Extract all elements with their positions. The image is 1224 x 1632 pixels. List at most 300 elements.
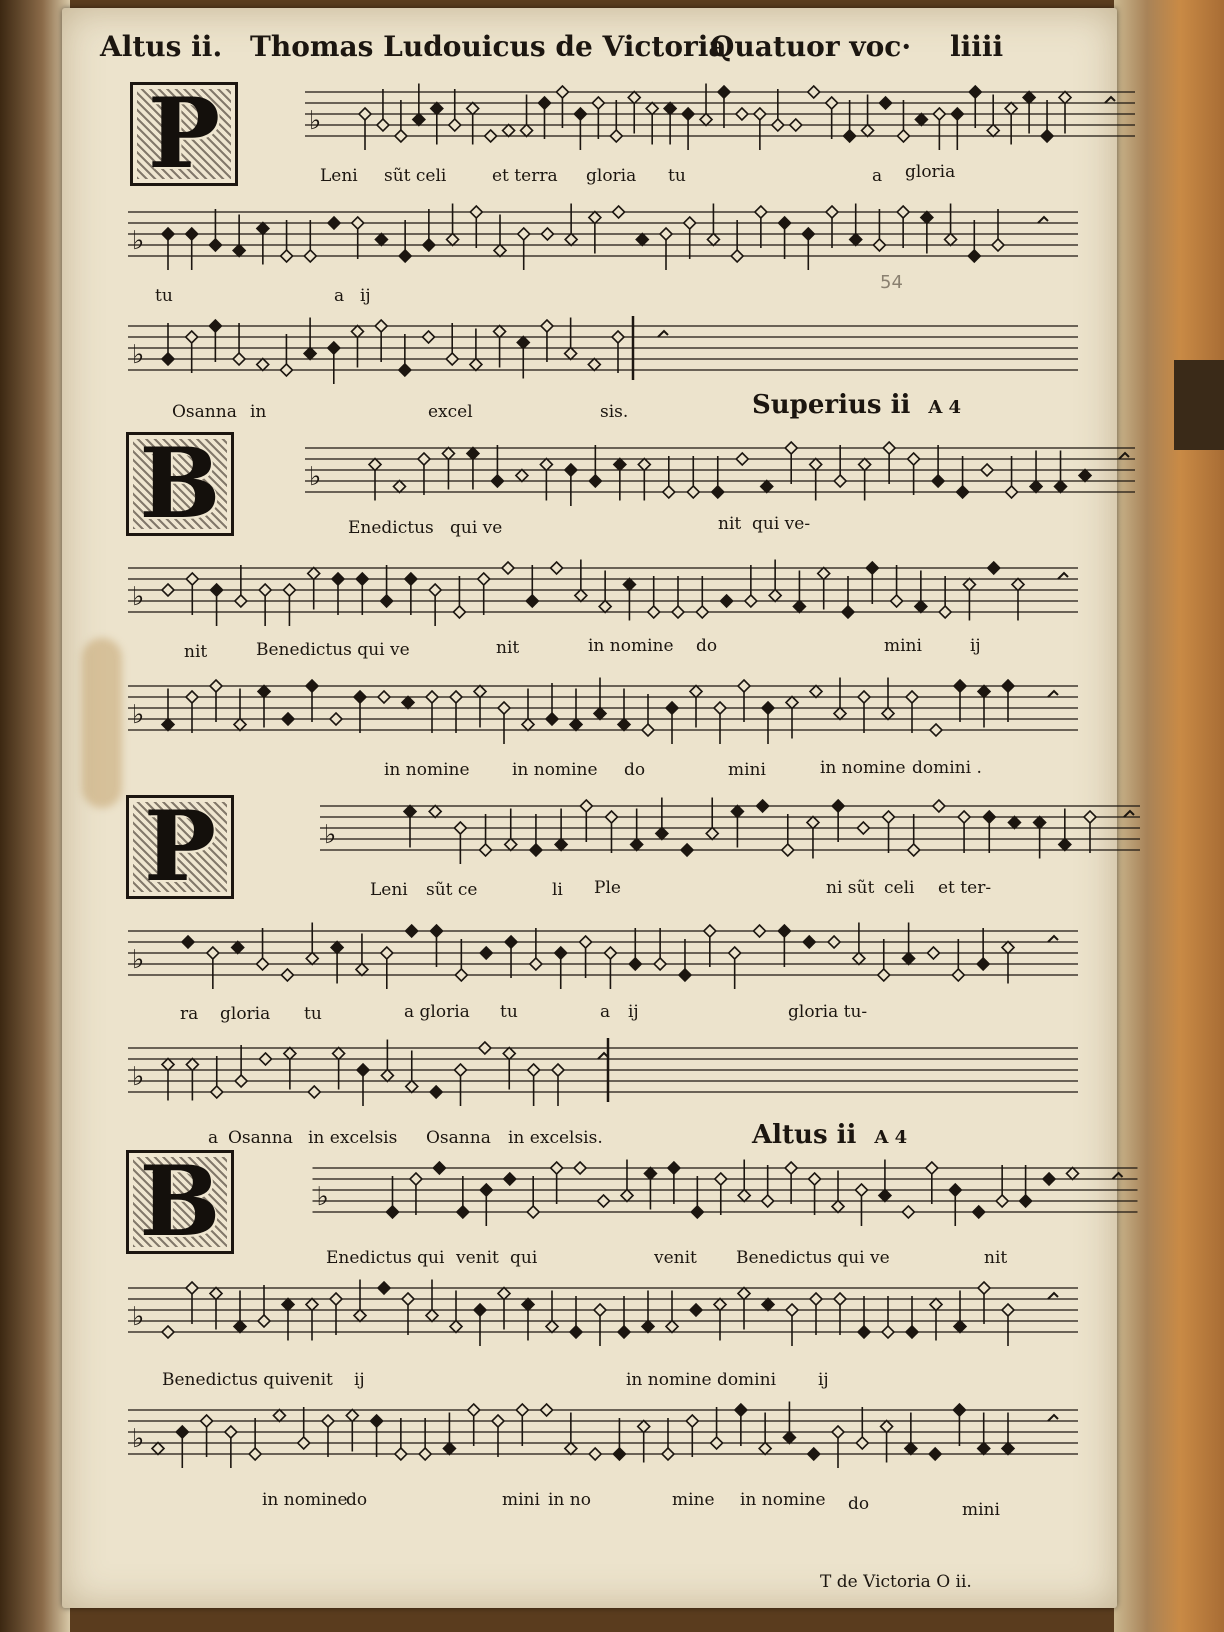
note-head [589,475,601,487]
note-head [186,573,198,585]
note-head [769,590,781,602]
note-head [714,1299,726,1311]
note-head [1059,92,1071,104]
note-head [283,584,295,596]
note-head [951,108,963,120]
note-head [328,217,340,229]
note-head [802,228,814,240]
clef-icon: ♭ [132,1062,145,1092]
note-head [517,337,529,349]
note-head [346,1410,358,1422]
note-head [518,228,530,240]
note-head [842,606,854,618]
shelf-shadow [1174,360,1224,450]
note-head [522,719,534,731]
note-head [210,680,222,692]
note-head [356,573,368,585]
note-head [810,1293,822,1305]
lyric: venit [290,1370,333,1390]
note-head [479,1042,491,1054]
note-head [570,719,582,731]
note-head [1002,1443,1014,1455]
note-head [604,947,616,959]
note-head [644,1168,656,1180]
note-head [186,331,198,343]
clef-icon: ♭ [132,700,145,730]
note-head [502,562,514,574]
note-head [857,822,869,834]
note-head [1043,1173,1055,1185]
note-head [810,686,822,698]
staff-6 [128,680,1078,744]
lyric: a [334,286,345,306]
note-head [844,130,856,142]
note-head [809,1173,821,1185]
note-head [612,331,624,343]
staff-8 [128,925,1078,989]
clef-icon: ♭ [132,340,145,370]
lyric: in nomine [820,758,906,778]
note-head [762,702,774,714]
note-head [785,442,797,454]
note-head [433,1162,445,1174]
note-head [996,1195,1008,1207]
note-head [354,691,366,703]
note-head [808,1448,820,1460]
note-head [714,702,726,714]
custos-mark [1124,811,1134,817]
note-head [826,206,838,218]
lyric: Leni [370,880,408,900]
staff-3 [128,320,1078,384]
note-head [666,702,678,714]
lyric: gloria [220,1004,271,1024]
note-head [357,1064,369,1076]
note-head [369,459,381,471]
note-head [419,1448,431,1460]
note-head [613,206,625,218]
note-head [785,1162,797,1174]
note-head [594,708,606,720]
note-head [762,1195,774,1207]
note-head [883,442,895,454]
lyric: a [600,1002,611,1022]
note-head [450,691,462,703]
note-head [505,936,517,948]
note-head [832,1426,844,1438]
note-head [736,453,748,465]
note-head [978,1282,990,1294]
note-head [807,817,819,829]
lyric: in nomine [740,1490,826,1510]
note-head [1023,92,1035,104]
note-head [906,1326,918,1338]
note-head [691,1206,703,1218]
lyric: tu [304,1004,322,1024]
note-head [690,686,702,698]
note-head [429,584,441,596]
note-head [429,806,441,818]
note-head [618,1326,630,1338]
note-head [610,130,622,142]
note-head [915,114,927,126]
note-head [949,1184,961,1196]
note-head [393,481,405,493]
note-head [354,1310,366,1322]
note-head [280,364,292,376]
note-head [628,92,640,104]
note-head [498,702,510,714]
note-head [891,595,903,607]
clef-icon: ♭ [132,1302,145,1332]
note-head [808,86,820,98]
note-head [882,1326,894,1338]
note-head [613,1448,625,1460]
lyric: in [250,402,267,422]
note-head [446,353,458,365]
lyric: excel [428,402,473,422]
note-head [257,359,269,371]
note-head [908,844,920,856]
note-head [598,1195,610,1207]
note-head [162,228,174,240]
note-head [663,486,675,498]
note-head [682,108,694,120]
custos-mark [1048,1293,1058,1299]
note-head [322,1415,334,1427]
note-head [492,1415,504,1427]
note-head [968,250,980,262]
note-head [963,579,975,591]
note-head [853,953,865,965]
note-head [715,1173,727,1185]
note-head [992,239,1004,251]
custos-mark [1058,573,1068,579]
note-head [527,1206,539,1218]
note-head [211,1086,223,1098]
lyric: et ter- [938,878,992,898]
note-head [983,811,995,823]
note-head [304,348,316,360]
note-head [933,800,945,812]
note-head [1059,839,1071,851]
note-head [480,844,492,856]
note-head [589,212,601,224]
lyric: et terra [492,166,558,186]
custos-mark [658,331,668,337]
staff-5 [128,562,1078,626]
custos-mark [1038,217,1048,223]
note-head [410,1173,422,1185]
clef-icon: ♭ [132,226,145,256]
note-head [298,1437,310,1449]
custos-mark [1048,1415,1058,1421]
note-head [356,964,368,976]
note-head [850,234,862,246]
note-head [443,1443,455,1455]
note-head [491,475,503,487]
note-head [457,1206,469,1218]
lyric: gloria [586,166,637,186]
note-head [431,103,443,115]
lyric: do [346,1490,368,1510]
note-head [162,1326,174,1338]
lyric: in nomine domini [626,1370,777,1390]
note-head [232,942,244,954]
note-head [977,958,989,970]
lyric: a [208,1128,219,1148]
note-head [953,1404,965,1416]
note-head [306,680,318,692]
note-head [541,228,553,240]
lyric: sũt celi [384,166,447,186]
clef-icon: ♭ [132,945,145,975]
note-head [306,953,318,965]
note-head [284,1048,296,1060]
note-head [162,353,174,365]
note-head [654,958,666,970]
note-head [932,475,944,487]
clef-icon: ♭ [132,582,145,612]
note-head [642,1321,654,1333]
note-head [945,234,957,246]
note-head [1012,579,1024,591]
note-head [987,125,999,137]
lyric: Osanna [426,1128,491,1148]
note-head [541,320,553,332]
note-head [954,1321,966,1333]
note-head [333,1048,345,1060]
note-head [530,958,542,970]
note-head [731,806,743,818]
note-head [381,947,393,959]
left-page-edge [0,0,70,1632]
note-head [467,448,479,460]
note-head [381,595,393,607]
note-head [152,1443,164,1455]
note-head [378,691,390,703]
note-head [580,936,592,948]
note-head [565,1443,577,1455]
note-head [528,1064,540,1076]
note-head [783,1432,795,1444]
note-head [332,573,344,585]
note-head [973,1206,985,1218]
note-head [686,1415,698,1427]
note-head [574,108,586,120]
note-head [580,800,592,812]
lyric: Enedictus qui [326,1248,445,1268]
note-head [494,245,506,257]
note-head [672,606,684,618]
note-head [738,1288,750,1300]
note-head [878,969,890,981]
note-head [786,697,798,709]
note-head [308,1086,320,1098]
note-head [731,250,743,262]
staff-1 [245,86,1075,150]
note-head [555,947,567,959]
note-head [516,1404,528,1416]
note-head [826,97,838,109]
note-head [467,103,479,115]
note-head [952,969,964,981]
lyric: a [872,166,883,186]
note-head [762,1299,774,1311]
note-head [426,1310,438,1322]
lyric: Enedictus [348,518,434,538]
note-head [883,811,895,823]
section-altus: Altus ii A 4 [752,1120,908,1150]
note-head [681,844,693,856]
header-voices: Quatuor voc· [710,30,912,63]
note-head [1030,481,1042,493]
note-head [1005,103,1017,115]
lyric: sũt ce [426,880,478,900]
note-head [718,86,730,98]
note-head [485,130,497,142]
lyric: tu [500,1002,518,1022]
note-head [1020,1195,1032,1207]
note-head [186,228,198,240]
note-head [881,1421,893,1433]
note-head [897,206,909,218]
note-head [474,686,486,698]
note-head [664,103,676,115]
clef-icon: ♭ [132,1424,145,1454]
note-head [186,1282,198,1294]
lyric: nit [184,642,208,662]
lyric: in nomine [384,760,470,780]
note-head [556,86,568,98]
note-head [575,590,587,602]
note-head [754,925,766,937]
note-head [541,1404,553,1416]
note-head [442,448,454,460]
note-head [921,212,933,224]
note-head [565,464,577,476]
note-head [210,1288,222,1300]
note-head [377,119,389,131]
note-head [259,584,271,596]
note-head [906,691,918,703]
note-head [225,1426,237,1438]
clef-icon: ♭ [324,820,337,850]
lyric: gloria [905,162,956,182]
lyric: mini [502,1490,540,1510]
note-head [1006,486,1018,498]
lyric: in nomine [512,760,598,780]
note-head [790,119,802,131]
note-head [530,844,542,856]
note-head [832,800,844,812]
note-head [761,481,773,493]
staff-7 [255,800,1075,864]
note-head [418,453,430,465]
note-head [351,326,363,338]
clef-icon: ♭ [316,1182,329,1212]
page-header [100,30,1050,74]
initial-letter-1: P [130,82,238,186]
custos-mark [1048,691,1058,697]
initial-letter-2: B [126,432,234,536]
note-head [735,1404,747,1416]
note-head [162,584,174,596]
note-head [331,942,343,954]
lyric: nit [984,1248,1008,1268]
note-head [803,936,815,948]
note-head [406,1081,418,1093]
lyric: nit [718,514,742,534]
note-head [772,119,784,131]
lyric: Leni [320,166,358,186]
lyric: qui ve [450,518,503,538]
lyric: in excelsis [308,1128,398,1148]
lyric: nit [496,638,520,658]
note-head [638,1421,650,1433]
note-head [526,595,538,607]
note-head [594,1304,606,1316]
note-head [882,708,894,720]
note-head [449,119,461,131]
lyric: in excelsis. [508,1128,603,1148]
lyric: do [696,636,718,656]
lyric: do [624,760,646,780]
note-head [930,724,942,736]
note-head [623,579,635,591]
note-head [235,595,247,607]
note-head [745,595,757,607]
note-head [930,1299,942,1311]
note-head [759,1443,771,1455]
note-head [538,97,550,109]
note-head [954,680,966,692]
note-head [498,1288,510,1300]
note-head [468,1404,480,1416]
note-head [405,573,417,585]
note-head [755,206,767,218]
note-head [182,936,194,948]
lyric: ra [180,1004,199,1024]
lyric: li [552,880,563,900]
note-head [395,1448,407,1460]
note-head [592,97,604,109]
note-head [555,839,567,851]
note-head [470,206,482,218]
lyric: ij [354,1370,365,1390]
initial-letter-4: B [126,1150,234,1254]
note-head [565,348,577,360]
lyric: qui [510,1248,538,1268]
note-head [413,114,425,126]
note-head [988,562,1000,574]
note-head [371,1415,383,1427]
note-head [786,1304,798,1316]
note-head [700,114,712,126]
note-head [631,839,643,851]
lyric: a gloria [404,1002,470,1022]
note-head [352,217,364,229]
note-head [209,239,221,251]
note-head [186,1059,198,1071]
note-head [668,1162,680,1174]
note-head [908,453,920,465]
section-superius: Superius ii A 4 [752,390,962,420]
note-head [480,947,492,959]
note-head [257,223,269,235]
note-head [359,108,371,120]
note-head [257,958,269,970]
